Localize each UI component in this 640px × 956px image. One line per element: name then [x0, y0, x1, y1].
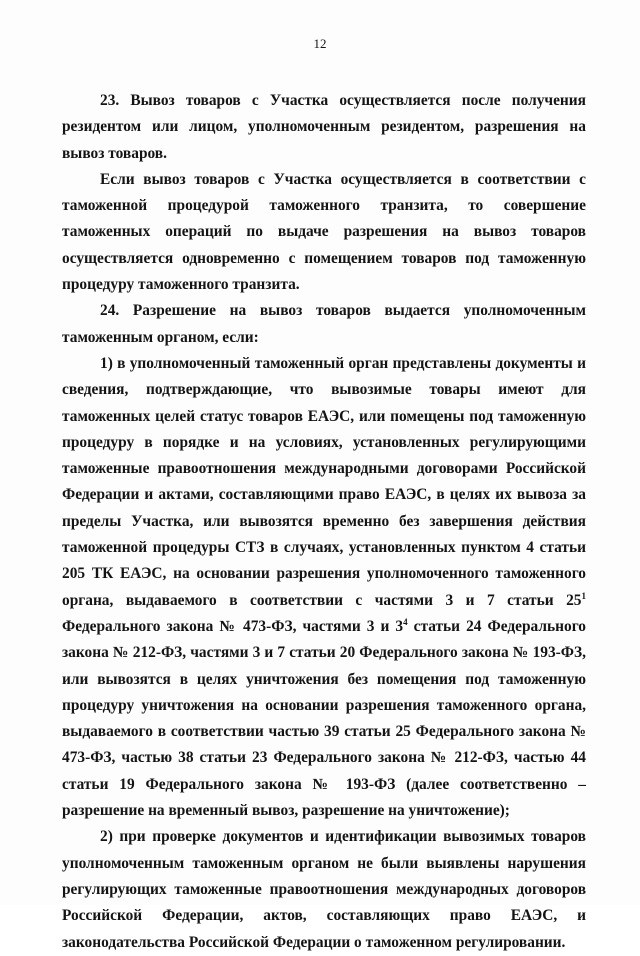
superscript-2: 4 — [403, 616, 408, 627]
list-item-1-part-b: Федерального закона № 473-ФЗ, частями 3 и 3 — [62, 617, 404, 635]
paragraph-24: 24. Разрешение на вывоз товаров выдается уполномоченным таможенным органом, если: — [62, 302, 586, 346]
list-item-1-part-c: статьи 24 Федерального закона № 212-ФЗ, частями 3 и 7 статьи 20 Федерального закона № 193-ФЗ, или вывозятся в целях уничтожения без помещения под таможенную процедуру уничтожения на основании разрешения таможенного органа, выдаваемого в соответствии частью 39 статьи 25 Федерального закона № 473-ФЗ, частью 38 статьи 23 Федерального закона № 212-ФЗ, частью 44 статьи 19 Федерального закона № 193-ФЗ (далее соответственно – разрешение на временный вывоз, разрешение на уничтожение); — [62, 617, 586, 820]
list-item-1-part-a: 1) в уполномоченный таможенный орган представлены документы и сведения, подтверждающие, что вывозимые товары имеют для таможенных целей статус товаров ЕАЭС, или помещены под таможенную процедуру в порядке и на условиях, установленных регулирующими таможенные правоотношения международными договорами Российской Федерации и актами, составляющими право ЕАЭС, в целях их вывоза за пределы Участка, или вывозятся временно без завершения действия таможенной процедуры СТЗ в случаях, установленных пунктом 4 статьи 205 ТК ЕАЭС, на основании разрешения уполномоченного таможенного органа, выдаваемого в соответствии с частями 3 и 7 статьи 25 — [62, 354, 586, 609]
list-item-1 — [62, 351, 586, 824]
list-item-2: 2) при проверке документов и идентификации вывозимых товаров уполномоченным таможенным органом не были выявлены нарушения регулирующих таможенные правоотношения международных договоров Российской Федерации, актов, составляющих право ЕАЭС, и законодательства Российской Федерации о таможенном регулировании. — [62, 828, 586, 951]
page-number: 12 — [313, 36, 327, 51]
superscript-1: 1 — [581, 590, 586, 601]
paragraph-23-transit: Если вывоз товаров с Участка осуществляется в соответствии с таможенной процедурой таможенного транзита, то совершение таможенных операций по выдаче разрешения на вывоз товаров осуществляется одновременно с помещением товаров под таможенную процедуру таможенного транзита. — [62, 170, 586, 294]
paragraph-23: 23. Вывоз товаров с Участка осуществляется после получения резидентом или лицом, уполномоченным резидентом, разрешения на вывоз товаров. — [62, 92, 586, 162]
document-body — [62, 88, 586, 956]
